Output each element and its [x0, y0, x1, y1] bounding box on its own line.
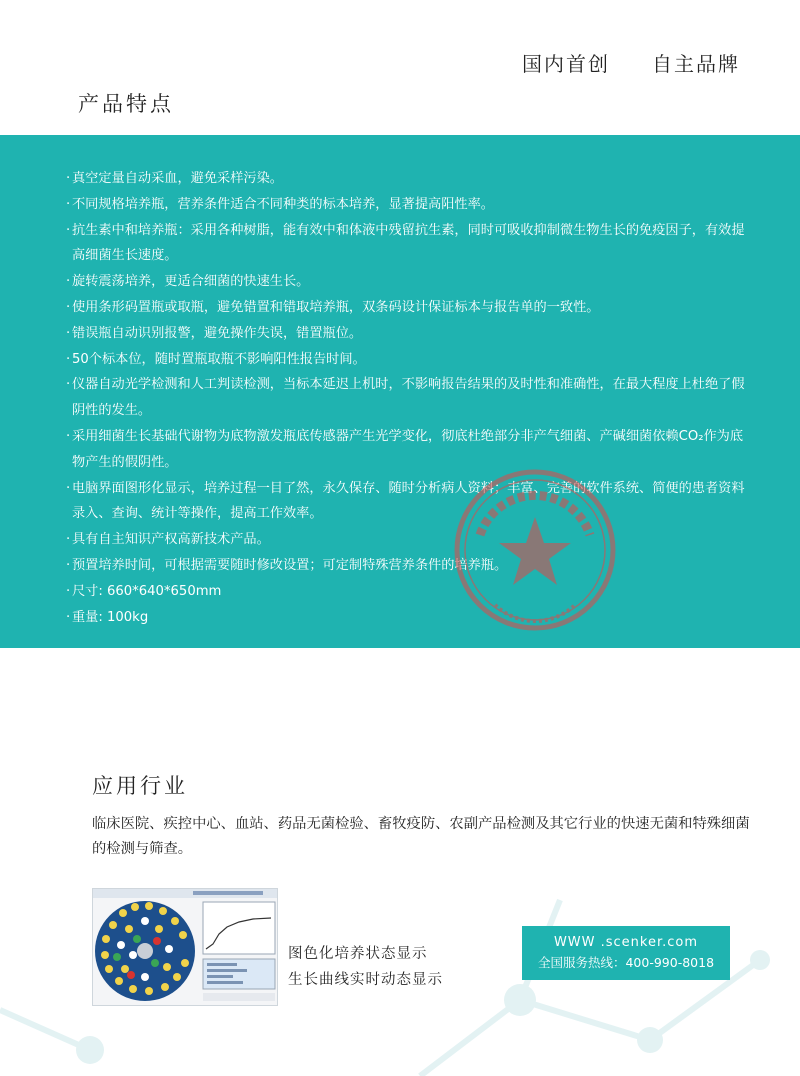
feature-item: · 旋转震荡培养，更适合细菌的快速生长。 [66, 274, 310, 290]
feature-item: · 50个标本位，随时置瓶取瓶不影响阳性报告时间。 [66, 351, 366, 367]
brand-slogan [522, 48, 740, 77]
feature-item: · 抗生素中和培养瓶：采用各种树脂，能有效中和体液中残留抗生素，同时可吸收抑制微生物生长的免疫因子，有效提高细菌生长速度。 [66, 222, 745, 264]
contact-box [522, 926, 730, 980]
slogan-second: 自主品牌 [652, 52, 740, 76]
feature-item: · 使用条形码置瓶或取瓶，避免错置和错取培养瓶，双条码设计保证标本与报告单的一致性。 [66, 299, 600, 315]
feature-item: · 预置培养时间，可根据需要随时修改设置；可定制特殊营养条件的培养瓶。 [66, 557, 508, 573]
feature-item: · 具有自主知识产权高新技术产品。 [66, 532, 270, 548]
slogan-first: 国内首创 [522, 52, 610, 76]
feature-list [66, 166, 756, 630]
software-screenshot [92, 888, 278, 1006]
industry-description: 临床医院、疾控中心、血站、药品无菌检验、畜牧疫防、农副产品检测及其它行业的快速无菌和特殊细菌的检测与筛查。 [92, 816, 750, 857]
feature-item: · 尺寸: 660*640*650mm [66, 583, 222, 599]
software-screenshot-image [93, 889, 278, 1006]
feature-item: · 电脑界面图形化显示，培养过程一目了然，永久保存、随时分析病人资料；丰富、完善的软件系统、简便的患者资料录入、查询、统计等操作，提高工作效率。 [66, 480, 745, 522]
display-caption-status: 图色化培养状态显示 [288, 946, 428, 962]
feature-item: · 仪器自动光学检测和人工判读检测，当标本延迟上机时，不影响报告结果的及时性和准确性，在最大程度上杜绝了假阴性的发生。 [66, 377, 745, 419]
feature-item: · 真空定量自动采血，避免采样污染。 [66, 171, 283, 186]
feature-item: · 重量: 100kg [66, 609, 149, 625]
display-caption-curve: 生长曲线实时动态显示 [288, 972, 443, 988]
website-link[interactable]: WWW .scenker.com [553, 935, 699, 950]
service-hotline: 全国服务热线：400-990-8018 [537, 955, 715, 970]
industry-title: 应用行业 [92, 774, 188, 798]
feature-item: · 不同规格培养瓶，营养条件适合不同种类的标本培养，显著提高阳性率。 [66, 196, 494, 212]
feature-item: · 采用细菌生长基础代谢物为底物激发瓶底传感器产生光学变化，彻底杜绝部分非产气细菌、产碱细菌依赖CO₂作为底物产生的假阴性。 [66, 428, 744, 470]
features-title: 产品特点 [78, 92, 174, 116]
company-seal-stamp [450, 465, 620, 635]
feature-item: · 错误瓶自动识别报警，避免操作失误，错置瓶位。 [66, 325, 363, 341]
